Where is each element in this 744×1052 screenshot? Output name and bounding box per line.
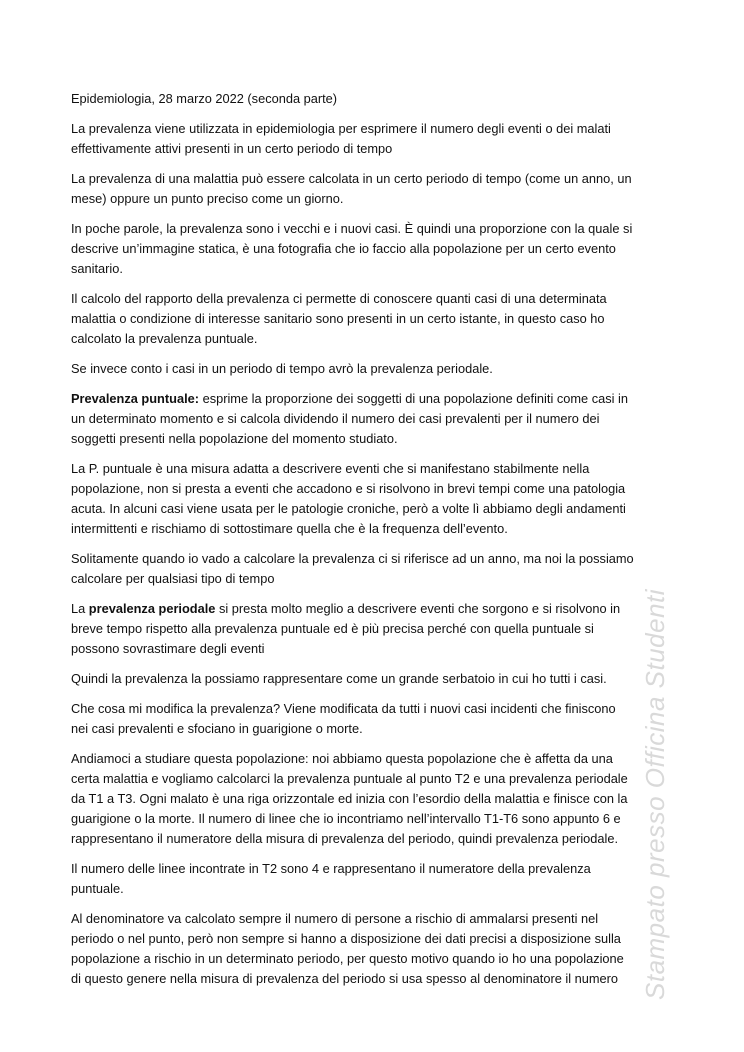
text-span: descrive un’immagine statica, è una fotografia che io faccio alla popolazione per un certo evento: [71, 241, 616, 256]
text-line: [71, 519, 681, 539]
text-span: esprime la proporzione dei soggetti di una popolazione definiti come casi in: [199, 391, 628, 406]
text-line: [71, 809, 681, 829]
text-line: [71, 329, 681, 349]
text-span: popolazione a rischio in un determinato periodo, per questo motivo quando io ho una popolazione: [71, 951, 624, 966]
text-line: [71, 859, 681, 879]
paragraph: [71, 219, 681, 279]
text-span: La: [71, 601, 89, 616]
text-span: puntuale.: [71, 881, 124, 896]
text-line: [71, 479, 681, 499]
text-line: [71, 409, 681, 429]
text-line: [71, 499, 681, 519]
bold-term: prevalenza periodale: [88, 601, 216, 616]
text-span: guarigione o la morte. Il numero di linee che io incontriamo nell’intervallo T1-T6 sono appunto 6 e: [71, 811, 621, 826]
text-span: Quindi la prevalenza la possiamo rappresentare come un grande serbatoio in cui ho tutti i casi.: [71, 671, 607, 686]
bold-term: Prevalenza puntuale:: [71, 391, 200, 406]
document-body: [71, 89, 681, 999]
text-span: Al denominatore va calcolato sempre il numero di persone a rischio di ammalarsi presenti nel: [71, 911, 599, 926]
paragraph: [71, 749, 681, 849]
text-span: Andiamoci a studiare questa popolazione: noi abbiamo questa popolazione che è affetta da una: [71, 751, 613, 766]
text-span: da T1 a T3. Ogni malato è una riga orizzontale ed inizia con l’esordio della malattia e finisce con la: [71, 791, 628, 806]
text-line: [71, 719, 681, 739]
text-span: Il numero delle linee incontrate in T2 sono 4 e rappresentano il numeratore della prevalenza: [71, 861, 591, 876]
text-line: [71, 139, 681, 159]
text-line: [71, 169, 681, 189]
text-line: [71, 239, 681, 259]
text-span: di questo genere nella misura di prevalenza del periodo si usa spesso al denominatore il numero: [71, 971, 619, 986]
text-line: [71, 789, 681, 809]
text-line: [71, 309, 681, 329]
document-title: [71, 89, 681, 109]
text-span: Se invece conto i casi in un periodo di tempo avrò la prevalenza periodale.: [71, 361, 493, 376]
text-line: [71, 119, 681, 139]
text-line: [71, 389, 681, 409]
paragraph: [71, 289, 681, 349]
paragraph: [71, 119, 681, 159]
paragraph: [71, 669, 681, 689]
text-span: malattia o condizione di interesse sanitario sono presenti in un certo istante, in questo caso ho: [71, 311, 605, 326]
text-line: [71, 909, 681, 929]
text-line: [71, 259, 681, 279]
text-span: mese) oppure un punto preciso come un giorno.: [71, 191, 344, 206]
text-span: Il calcolo del rapporto della prevalenza ci permette di conoscere quanti casi di una determinata: [71, 291, 607, 306]
text-line: [71, 289, 681, 309]
paragraph: [71, 169, 681, 209]
text-line: [71, 969, 681, 989]
text-span: effettivamente attivi presenti in un certo periodo di tempo: [71, 141, 393, 156]
text-line: [71, 459, 681, 479]
text-line: [71, 669, 681, 689]
text-span: calcolare per qualsiasi tipo di tempo: [71, 571, 275, 586]
text-line: [71, 769, 681, 789]
text-line: [71, 359, 681, 379]
paragraph: [71, 699, 681, 739]
text-line: [71, 219, 681, 239]
text-line: [71, 189, 681, 209]
text-line: [71, 929, 681, 949]
text-span: breve tempo rispetto alla prevalenza puntuale ed è più precisa perché con quella puntuale si: [71, 621, 594, 636]
text-line: [71, 429, 681, 449]
text-span: La P. puntuale è una misura adatta a descrivere eventi che si manifestano stabilmente nella: [71, 461, 590, 476]
text-span: In poche parole, la prevalenza sono i vecchi e i nuovi casi. È quindi una proporzione con la quale si: [71, 221, 633, 236]
text-line: [71, 639, 681, 659]
text-span: nei casi prevalenti e sfociano in guarigione o morte.: [71, 721, 363, 736]
text-span: popolazione, non si presta a eventi che accadono e si risolvono in brevi tempi come una patologia: [71, 481, 626, 496]
text-line: [71, 89, 681, 109]
text-span: calcolato la prevalenza puntuale.: [71, 331, 258, 346]
paragraph: [71, 359, 681, 379]
text-span: si presta molto meglio a descrivere eventi che sorgono e si risolvono in: [215, 601, 621, 616]
text-line: [71, 569, 681, 589]
text-line: [71, 949, 681, 969]
text-span: La prevalenza di una malattia può essere calcolata in un certo periodo di tempo (come un anno, un: [71, 171, 632, 186]
text-span: sanitario.: [71, 261, 123, 276]
text-span: un determinato momento e si calcola dividendo il numero dei casi prevalenti per il numero dei: [71, 411, 600, 426]
paragraph: [71, 599, 681, 659]
text-span: certa malattia e vogliamo calcolarci la prevalenza puntuale al punto T2 e una prevalenza periodale: [71, 771, 628, 786]
text-span: intermittenti e rischiamo di sottostimare quella che è la frequenza dell’evento.: [71, 521, 508, 536]
text-span: La prevalenza viene utilizzata in epidemiologia per esprimere il numero degli eventi o dei malati: [71, 121, 611, 136]
text-span: possono sovrastimare degli eventi: [71, 641, 265, 656]
text-span: soggetti presenti nella popolazione del momento studiato.: [71, 431, 398, 446]
text-line: [71, 549, 681, 569]
text-line: [71, 619, 681, 639]
watermark: Stampato presso Officina Studenti: [640, 588, 670, 1000]
text-span: acuta. In alcuni casi viene usata per le patologie croniche, però a volte lì abbiamo degli andamenti: [71, 501, 626, 516]
text-line: [71, 879, 681, 899]
text-span: Epidemiologia, 28 marzo 2022 (seconda parte): [71, 91, 338, 106]
text-line: [71, 599, 681, 619]
paragraph: [71, 389, 681, 449]
text-span: periodo o nel punto, però non sempre si hanno a disposizione dei dati precisi a disposizione sulla: [71, 931, 621, 946]
text-line: [71, 699, 681, 719]
text-line: [71, 829, 681, 849]
paragraph: [71, 859, 681, 899]
text-span: Che cosa mi modifica la prevalenza? Viene modificata da tutti i nuovi casi incidenti che finiscono: [71, 701, 616, 716]
text-span: Solitamente quando io vado a calcolare la prevalenza ci si riferisce ad un anno, ma noi la possiamo: [71, 551, 634, 566]
text-span: rappresentano il numeratore della misura di prevalenza del periodo, quindi prevalenza periodale.: [71, 831, 619, 846]
paragraph: [71, 909, 681, 989]
paragraph: [71, 459, 681, 539]
text-line: [71, 749, 681, 769]
paragraph: [71, 549, 681, 589]
